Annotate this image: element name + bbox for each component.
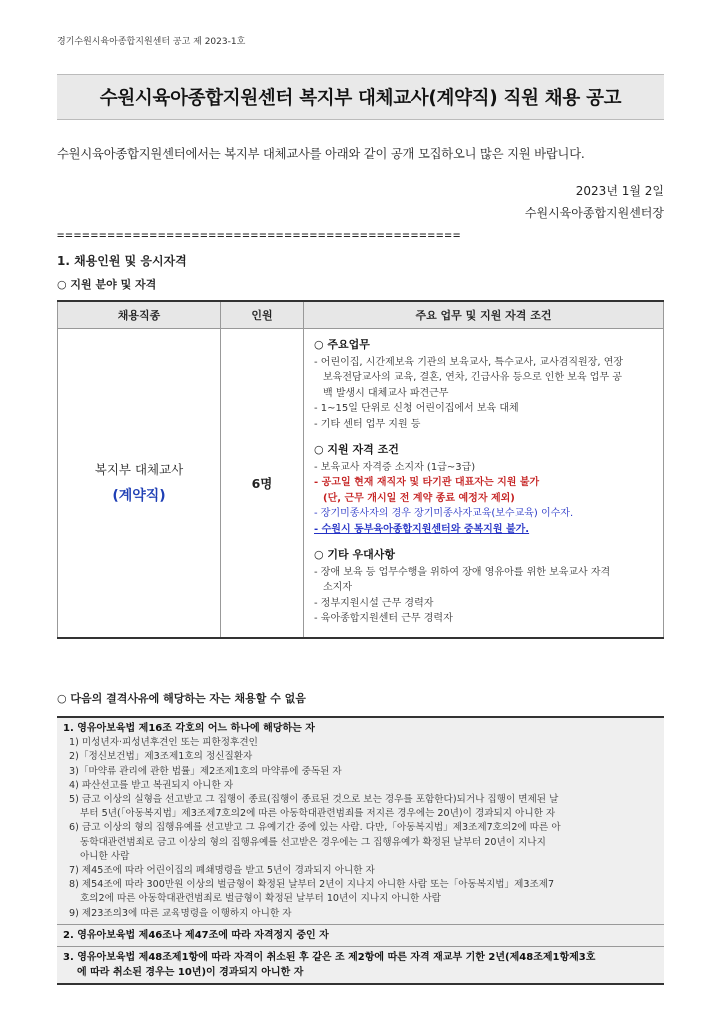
list-item: 동학대관련범죄로 금고 이상의 형의 집행유예를 선고받은 경우에는 그 집행유예가 확정된 날부터 20년이 지나지: [80, 836, 546, 848]
preference-line: - 정부지원시설 근무 경력자: [314, 597, 434, 609]
separator-line: ================================================: [57, 228, 462, 242]
list-item: 1) 미성년자·피성년후견인 또는 피한정후견인: [69, 737, 258, 749]
recruitment-table: [57, 300, 664, 639]
list-item: 2)「정신보건법」제3조제1호의 정신질환자: [69, 751, 253, 763]
list-item: 호의2에 따른 아동학대관련범죄로 벌금형이 확정된 날부터 10년이 지나지 아니한 사람: [80, 893, 441, 905]
table-row: [58, 329, 664, 638]
list-item: 8) 제54조에 따라 300만원 이상의 벌금형이 확정된 날부터 2년이 지나지 아니한 사람 또는「아동복지법」제3조제7: [69, 879, 555, 891]
announcement-date: 2023년 1월 2일: [575, 184, 664, 198]
list-item: 4) 파산선고를 받고 복권되지 아니한 자: [69, 779, 234, 791]
duties-cell: [304, 329, 664, 638]
list-item: 에 따라 취소된 경우는 10년)이 경과되지 아니한 자: [77, 966, 304, 978]
list-item: 9) 제23조의3에 따른 교육명령을 이행하지 아니한 자: [69, 907, 292, 919]
document-number: 경기수원시육아종합지원센터 공고 제 2023-1호: [57, 37, 246, 47]
section-heading-recruitment: 1. 채용인원 및 응시자격: [57, 254, 187, 268]
list-item: 3)「마약류 관리에 관한 법률」제2조제1호의 마약류에 중독된 자: [69, 765, 342, 777]
duty-line: - 어린이집, 시간제보육 기관의 보육교사, 특수교사, 교사겸직원장, 연장: [314, 356, 624, 368]
qualification-line-warning: (단, 근무 개시일 전 계약 종료 예정자 제외): [323, 492, 515, 504]
duty-line: - 기타 센터 업무 지원 등: [314, 418, 421, 430]
list-item: 7) 제45조에 따라 어린이집의 폐쇄명령을 받고 5년이 경과되지 아니한 자: [69, 865, 375, 877]
intro-text: 수원시육아종합지원센터에서는 복지부 대체교사를 아래와 같이 공개 모집하오니 많은 지원 바랍니다.: [57, 147, 585, 161]
preference-heading: ○ 기타 우대사항: [314, 548, 396, 561]
duties-heading: ○ 주요업무: [314, 338, 370, 351]
title-box: [57, 74, 664, 120]
subheading-disqualification: ○ 다음의 결격사유에 해당하는 자는 채용할 수 없음: [57, 692, 306, 705]
list-item: 6) 금고 이상의 형의 집행유예를 선고받고 그 유예기간 중에 있는 사람. 다만,「아동복지법」제3조제7호의2에 따른 아: [69, 822, 561, 834]
preference-line: - 육아종합지원센터 근무 경력자: [314, 613, 453, 624]
list-item: 부터 5년(「아동복지법」제3조제7호의2에 따른 아동학대관련범죄를 저지른 경우에는 20년)이 경과되지 아니한 자: [80, 808, 556, 820]
subheading-field-qualification: ○ 지원 분야 및 자격: [57, 278, 157, 291]
disqualification-heading: 1. 영유아보육법 제16조 각호의 어느 하나에 해당하는 자: [63, 723, 315, 734]
disqualification-item-2: 2. 영유아보육법 제46조나 제47조에 따라 자격정지 중인 자: [57, 925, 664, 947]
duty-line: 백 발생시 대체교사 파견근무: [323, 387, 449, 399]
duty-line: 보육전담교사의 교육, 결혼, 연차, 긴급사유 등으로 인한 보육 업무 공: [323, 372, 622, 383]
qualification-line-note: - 수원시 동부육아종합지원센터와 중복지원 불가.: [314, 523, 530, 535]
disqualification-item-3: [57, 947, 664, 983]
qualification-line-note: - 장기미종사자의 경우 장기미종사자교육(보수교육) 이수자.: [314, 508, 574, 519]
preference-line: - 장애 보육 등 업무수행을 위하여 장애 영유아를 위한 보육교사 자격: [314, 566, 611, 578]
headcount-cell: 6명: [221, 329, 304, 638]
role-cell: [58, 329, 221, 638]
header-count: 인원: [221, 301, 304, 329]
disqualification-box: [57, 716, 664, 985]
qualification-heading: ○ 지원 자격 조건: [314, 443, 399, 456]
role-contract-type: (계약직): [112, 487, 166, 504]
qualification-line-warning: - 공고일 현재 재직자 및 타기관 대표자는 지원 불가: [314, 477, 540, 488]
preference-line: 소지자: [323, 582, 352, 593]
disqualification-item-1: [57, 718, 664, 925]
list-item: 아니한 사람: [80, 850, 130, 862]
page-title: 수원시육아종합지원센터 복지부 대체교사(계약직) 직원 채용 공고: [99, 88, 622, 109]
duty-line: - 1~15일 단위로 신청 어린이집에서 보육 대체: [314, 403, 519, 414]
list-item: 3. 영유아보육법 제48조제1항에 따라 자격이 취소된 후 같은 조 제2항에 따른 자격 재교부 기한 2년(제48조제1항제3호: [63, 951, 596, 963]
header-duties: 주요 업무 및 지원 자격 조건: [304, 301, 664, 329]
role-name: 복지부 대체교사: [94, 461, 184, 477]
table-header-row: [58, 301, 664, 329]
organization-head: 수원시육아종합지원센터장: [524, 206, 664, 220]
header-position: 채용직종: [58, 301, 221, 329]
qualification-line: - 보육교사 자격증 소지자 (1급~3급): [314, 461, 476, 473]
list-item: 5) 금고 이상의 실형을 선고받고 그 집행이 종료(집행이 종료된 것으로 보는 경우를 포함한다)되거나 집행이 면제된 날: [69, 794, 559, 806]
